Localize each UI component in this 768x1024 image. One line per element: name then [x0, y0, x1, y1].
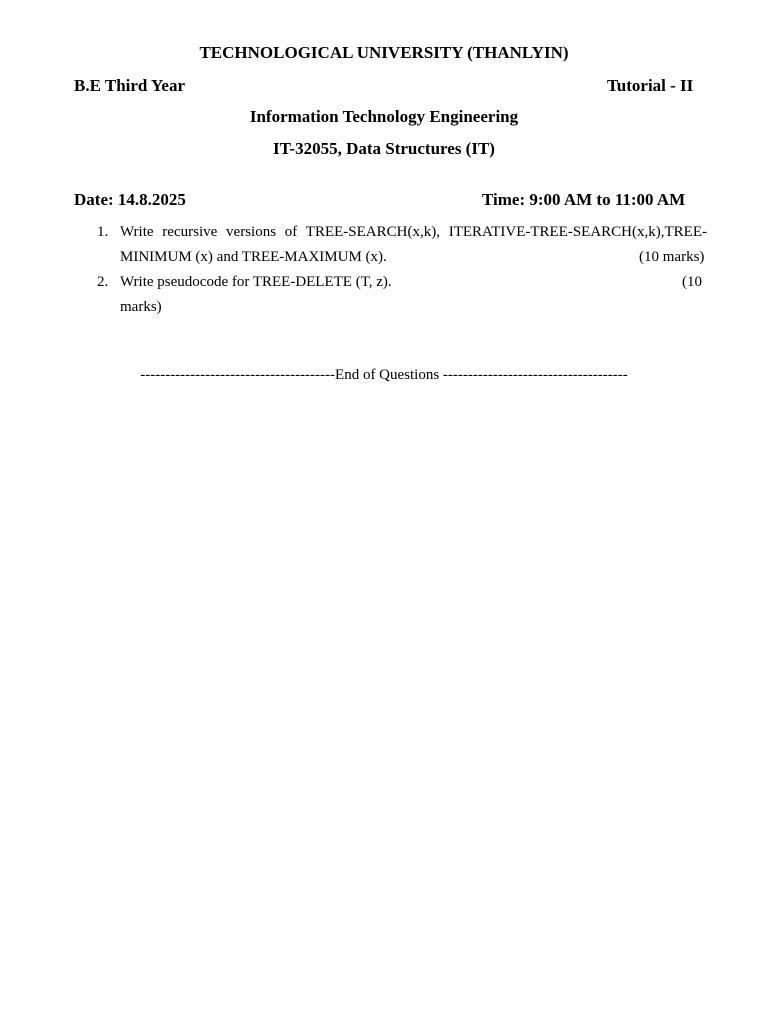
end-of-questions: ---------------------------------------End of Questions ------------------------------------- — [140, 367, 628, 383]
department-title: Information Technology Engineering — [249, 107, 519, 126]
course-title: IT-32055, Data Structures (IT) — [273, 139, 495, 158]
question-2-line-1: Write pseudocode for TREE-DELETE (T, z). — [120, 274, 392, 290]
exam-date: Date: 14.8.2025 — [74, 190, 186, 209]
question-1-line-2: MINIMUM (x) and TREE-MAXIMUM (x). — [120, 249, 387, 265]
question-1-line-1: Write recursive versions of TREE-SEARCH(x,k), ITERATIVE-TREE-SEARCH(x,k),TREE- — [120, 224, 707, 240]
question-1-marks: (10 marks) — [639, 249, 705, 265]
question-2-marks-part-1: (10 — [682, 274, 702, 290]
exam-time: Time: 9:00 AM to 11:00 AM — [482, 190, 686, 209]
question-2-number: 2. — [97, 274, 109, 290]
tutorial-label: Tutorial - II — [607, 76, 694, 95]
university-title: TECHNOLOGICAL UNIVERSITY (THANLYIN) — [199, 43, 569, 62]
question-2-marks-part-2: marks) — [120, 299, 162, 315]
question-1-number: 1. — [97, 224, 109, 240]
year-label: B.E Third Year — [74, 76, 185, 95]
